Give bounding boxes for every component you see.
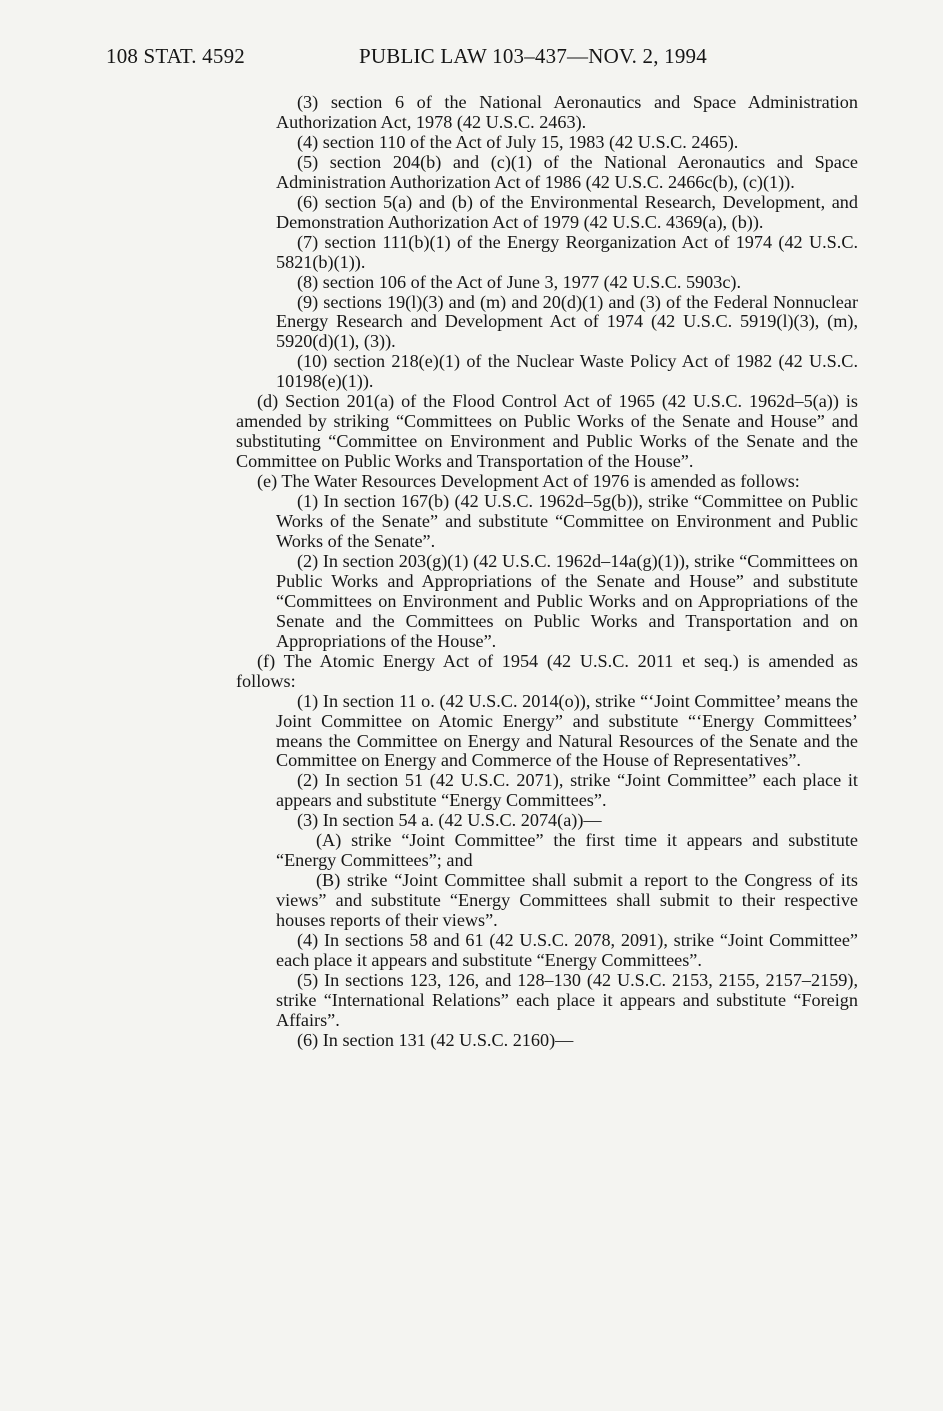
paragraph-f5: (5) In sections 123, 126, and 128–130 (42 U.S.C. 2153, 2155, 2157–2159), strike “International Relations” each place it appears and substitute “Foreign Affairs”.: [276, 969, 858, 1030]
paragraph-c4: (4) section 110 of the Act of July 15, 1983 (42 U.S.C. 2465).: [297, 131, 739, 152]
paragraph-f2: (2) In section 51 (42 U.S.C. 2071), strike “Joint Committee” each place it appears and substitute “Energy Committees”.: [276, 770, 858, 811]
paragraph-f3: (3) In section 54 a. (42 U.S.C. 2074(a))—: [297, 810, 602, 831]
paragraph-f3-A: (A) strike “Joint Committee” the first time it appears and substitute “Energy Committees”; and: [276, 830, 858, 871]
public-law-citation: PUBLIC LAW 103–437—NOV. 2, 1994: [359, 44, 707, 68]
paragraph-c8: (8) section 106 of the Act of June 3, 1977 (42 U.S.C. 5903c).: [297, 271, 742, 292]
paragraph-c6: (6) section 5(a) and (b) of the Environmental Research, Development, and Demonstration Authorization Act of 1979 (42 U.S.C. 4369(a), (b)).: [276, 191, 858, 232]
paragraph-e1: (1) In section 167(b) (42 U.S.C. 1962d–5g(b)), strike “Committee on Public Works of the Senate” and substitute “Committee on Environment and Public Works of the Senate”.: [276, 491, 858, 551]
paragraph-f6: (6) In section 131 (42 U.S.C. 2160)—: [297, 1029, 574, 1050]
paragraph-f1: (1) In section 11 o. (42 U.S.C. 2014(o)), strike “‘Joint Committee’ means the Joint Committee on Atomic Energy” and substitute “‘Energy Committees’ means the Committee on Energy and Natural Resources of the Senate and the Committee on Energy and Commerce of the House of Representatives”.: [276, 690, 858, 771]
body-text: [236, 93, 858, 1051]
statute-citation: 108 STAT. 4592: [106, 44, 245, 68]
paragraph-subsection-d: (d) Section 201(a) of the Flood Control Act of 1965 (42 U.S.C. 1962d–5(a)) is amended by striking “Committees on Public Works of the Senate and House” and substituting “Committee on Environment and Public Works of the Senate and the Committee on Public Works and Transportation of the House”.: [236, 391, 858, 472]
paragraph-c5: (5) section 204(b) and (c)(1) of the National Aeronautics and Space Administration Authorization Act of 1986 (42 U.S.C. 2466c(b), (c)(1)).: [276, 151, 858, 192]
paragraph-c7: (7) section 111(b)(1) of the Energy Reorganization Act of 1974 (42 U.S.C. 5821(b)(1)).: [276, 231, 858, 272]
paragraph-subsection-e: (e) The Water Resources Development Act of 1976 is amended as follows:: [257, 471, 800, 492]
paragraph-e2: (2) In section 203(g)(1) (42 U.S.C. 1962d–14a(g)(1)), strike “Committees on Public Works and Appropriations of the Senate and House” and substitute “Committees on Environment and Public Works and on Appropriations of the Senate and the Committees on Public Works and Transportation and on Appropriations of the House”.: [276, 550, 858, 651]
paragraph-c9: (9) sections 19(l)(3) and (m) and 20(d)(1) and (3) of the Federal Nonnuclear Energy Research and Development Act of 1974 (42 U.S.C. 5919(l)(3), (m), 5920(d)(1), (3)).: [276, 291, 858, 352]
running-header: [0, 44, 943, 76]
paragraph-subsection-f: (f) The Atomic Energy Act of 1954 (42 U.S.C. 2011 et seq.) is amended as follows:: [236, 650, 858, 691]
paragraph-f3-B: (B) strike “Joint Committee shall submit a report to the Congress of its views” and substitute “Energy Committees shall submit to their respective houses reports of their views”.: [276, 870, 858, 931]
paragraph-f4: (4) In sections 58 and 61 (42 U.S.C. 2078, 2091), strike “Joint Committee” each place it appears and substitute “Energy Committees”.: [276, 930, 858, 970]
paragraph-c10: (10) section 218(e)(1) of the Nuclear Waste Policy Act of 1982 (42 U.S.C. 10198(e)(1)).: [276, 351, 858, 392]
paragraph-c3: (3) section 6 of the National Aeronautics and Space Administration Authorization Act, 1978 (42 U.S.C. 2463).: [276, 92, 858, 132]
